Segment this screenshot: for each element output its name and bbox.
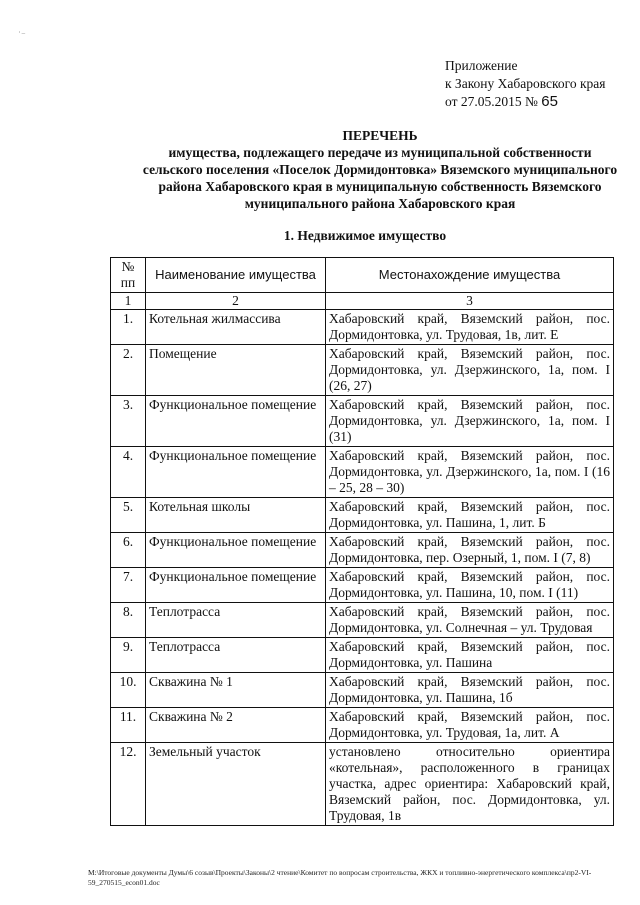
row-location: Хабаровский край, Вяземский район, пос. Дормидонтовка, пер. Озерный, 1, пом. I (7, 8) bbox=[326, 533, 614, 568]
row-location: Хабаровский край, Вяземский район, пос. Дормидонтовка, ул. Пашина, 10, пом. I (11) bbox=[326, 568, 614, 603]
row-num: 2. bbox=[111, 345, 146, 396]
file-path-footer: М:\Итоговые документы Думы\6 созыв\Проекты\Законы\2 чтение\Комитет по вопросам строительства, ЖКХ и топливно-энергетического комплекса\пр2-VI-59_270515_econ01.doc bbox=[88, 868, 592, 887]
table-row bbox=[111, 345, 614, 396]
row-name: Земельный участок bbox=[146, 743, 326, 826]
row-num: 4. bbox=[111, 447, 146, 498]
index-cell-3: 3 bbox=[326, 293, 614, 310]
index-cell-2: 2 bbox=[146, 293, 326, 310]
table-row bbox=[111, 533, 614, 568]
table-row bbox=[111, 673, 614, 708]
row-num: 12. bbox=[111, 743, 146, 826]
row-num: 9. bbox=[111, 638, 146, 673]
row-num: 6. bbox=[111, 533, 146, 568]
table-header-row bbox=[111, 258, 614, 293]
row-name: Функциональное помещение bbox=[146, 396, 326, 447]
title-line-1: имущества, подлежащего передаче из муниципальной собственности bbox=[168, 145, 592, 160]
row-location: Хабаровский край, Вяземский район, пос. Дормидонтовка, ул. Трудовая, 1а, лит. А bbox=[326, 708, 614, 743]
row-name: Котельная жилмассива bbox=[146, 310, 326, 345]
row-name: Функциональное помещение bbox=[146, 447, 326, 498]
title-heading: ПЕРЕЧЕНЬ bbox=[342, 128, 418, 143]
row-num: 11. bbox=[111, 708, 146, 743]
table-row bbox=[111, 743, 614, 826]
row-location: Хабаровский край, Вяземский район, пос. Дормидонтовка, ул. Солнечная – ул. Трудовая bbox=[326, 603, 614, 638]
row-location: Хабаровский край, Вяземский район, пос. Дормидонтовка, ул. Пашина, 1б bbox=[326, 673, 614, 708]
row-name: Теплотрасса bbox=[146, 603, 326, 638]
header-num: № пп bbox=[111, 258, 146, 293]
row-name: Скважина № 2 bbox=[146, 708, 326, 743]
scan-speck: ˙⁻ bbox=[18, 30, 26, 40]
appendix-date: от 27.05.2015 № bbox=[445, 94, 538, 109]
row-location: Хабаровский край, Вяземский район, пос. Дормидонтовка, ул. Дзержинского, 1а, пом. I (16 – 25, 28 – 30) bbox=[326, 447, 614, 498]
row-num: 3. bbox=[111, 396, 146, 447]
row-location: установлено относительно ориентира «котельная», расположенного в границах участка, адрес ориентира: Хабаровский край, Вяземский район, пос. Дормидонтовка, ул. Трудовая, 1в bbox=[326, 743, 614, 826]
row-name: Теплотрасса bbox=[146, 638, 326, 673]
row-num: 8. bbox=[111, 603, 146, 638]
table-row bbox=[111, 310, 614, 345]
row-location: Хабаровский край, Вяземский район, пос. Дормидонтовка, ул. Трудовая, 1в, лит. Е bbox=[326, 310, 614, 345]
row-name: Функциональное помещение bbox=[146, 533, 326, 568]
section-heading: 1. Недвижимое имущество bbox=[283, 228, 447, 243]
title-line-4: муниципального района Хабаровского края bbox=[244, 196, 516, 211]
row-num: 7. bbox=[111, 568, 146, 603]
appendix-law-number: 65 bbox=[541, 93, 558, 110]
table-index-row bbox=[111, 293, 614, 310]
header-name: Наименование имущества bbox=[146, 258, 326, 293]
table-row bbox=[111, 708, 614, 743]
index-cell-1: 1 bbox=[111, 293, 146, 310]
row-location: Хабаровский край, Вяземский район, пос. Дормидонтовка, ул. Дзержинского, 1а, пом. I (26, 27) bbox=[326, 345, 614, 396]
row-name: Функциональное помещение bbox=[146, 568, 326, 603]
row-name: Помещение bbox=[146, 345, 326, 396]
row-location: Хабаровский край, Вяземский район, пос. Дормидонтовка, ул. Дзержинского, 1а, пом. I (31) bbox=[326, 396, 614, 447]
appendix-block bbox=[445, 57, 606, 111]
appendix-line-1: Приложение bbox=[445, 58, 518, 73]
table-row bbox=[111, 638, 614, 673]
row-num: 5. bbox=[111, 498, 146, 533]
row-name: Скважина № 1 bbox=[146, 673, 326, 708]
header-location: Местонахождение имущества bbox=[326, 258, 614, 293]
table-row bbox=[111, 568, 614, 603]
row-name: Котельная школы bbox=[146, 498, 326, 533]
table-row bbox=[111, 396, 614, 447]
document-title bbox=[100, 127, 640, 212]
appendix-line-2: к Закону Хабаровского края bbox=[445, 76, 606, 91]
table-row bbox=[111, 603, 614, 638]
row-num: 1. bbox=[111, 310, 146, 345]
title-line-3: района Хабаровского края в муниципальную собственность Вяземского bbox=[158, 179, 602, 194]
row-num: 10. bbox=[111, 673, 146, 708]
title-line-2: сельского поселения «Поселок Дормидонтовка» Вяземского муниципального bbox=[142, 162, 618, 177]
row-location: Хабаровский край, Вяземский район, пос. Дормидонтовка, ул. Пашина, 1, лит. Б bbox=[326, 498, 614, 533]
table-row bbox=[111, 498, 614, 533]
table-row bbox=[111, 447, 614, 498]
appendix-line-3 bbox=[445, 93, 606, 111]
property-table bbox=[110, 257, 614, 826]
row-location: Хабаровский край, Вяземский район, пос. Дормидонтовка, ул. Пашина bbox=[326, 638, 614, 673]
